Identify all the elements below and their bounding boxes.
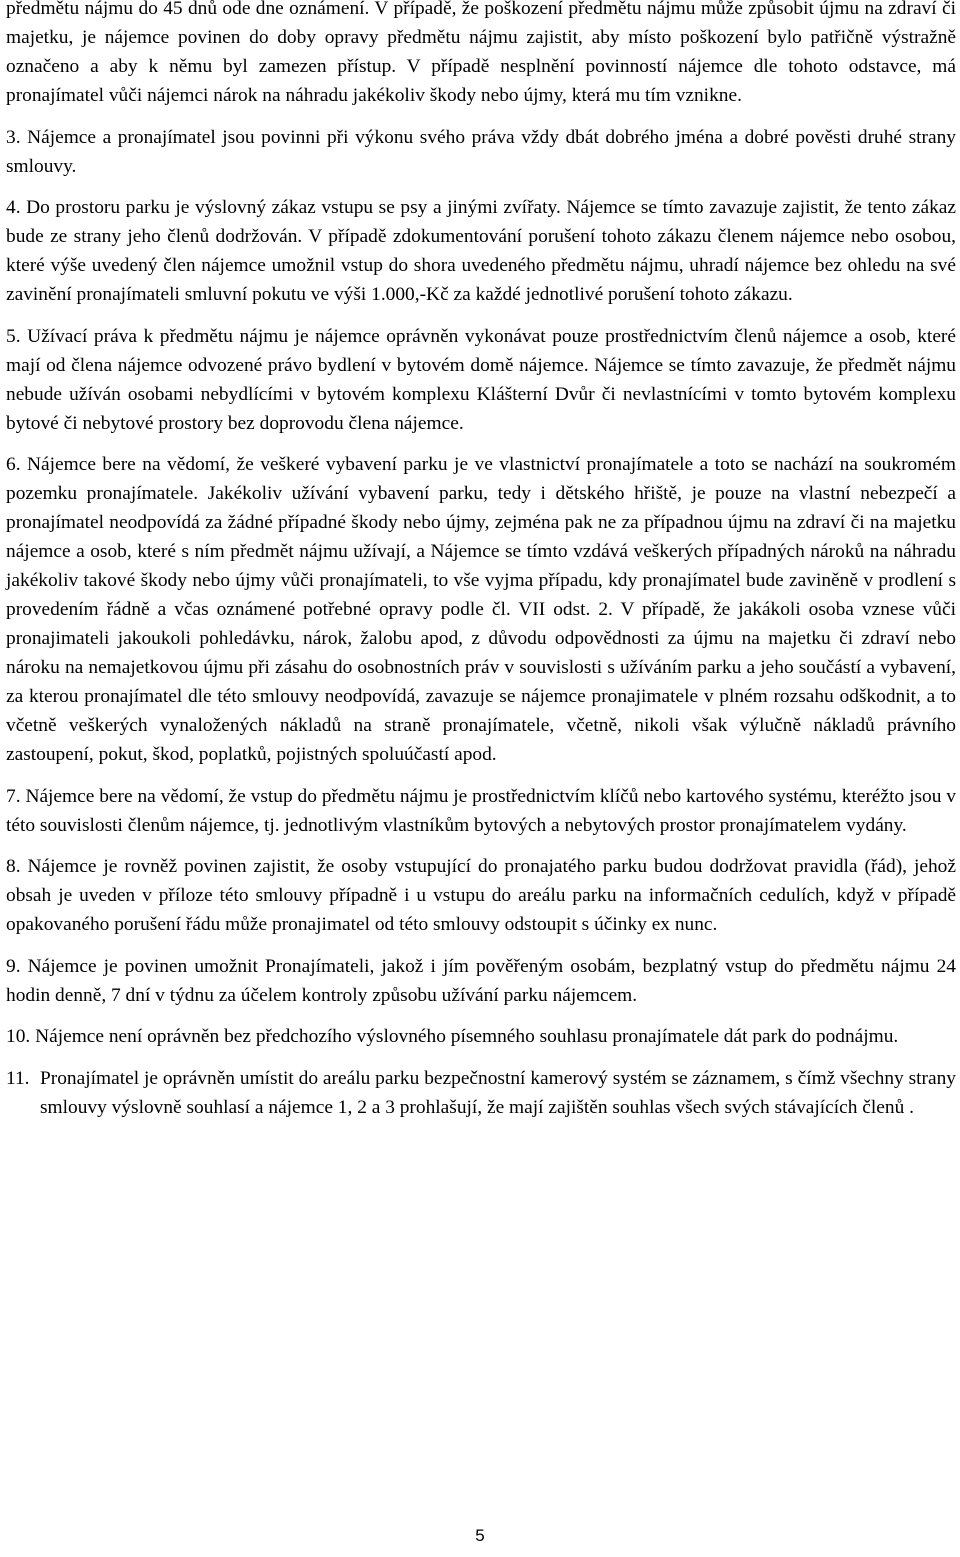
paragraph-text: Pronajímatel je oprávněn umístit do areálu parku bezpečnostní kamerový systém se záznamem, s čímž všechny strany smlouvy výslovně souhlasí a nájemce 1, 2 a 3 prohlašují, že mají zajištěn souhlas všech svých stávajících členů . [40,1067,956,1118]
paragraph-text: předmětu nájmu do 45 dnů ode dne oznámení. V případě, že poškození předmětu nájmu může způsobit újmu na zdraví či majetku, je nájemce povinen do doby opravy předmětu nájmu zajistit, aby místo poškození bylo patřičně výstražně označeno a aby k němu byl zamezen přístup. V případě nesplnění povinností nájemce dle tohoto odstavce, má pronajímatel vůči nájemci nárok na náhradu jakékoliv škody nebo újmy, která mu tím vznikne. [6,0,956,106]
paragraph-number: 10. [6,1026,31,1047]
paragraph-text: Nájemce a pronajímatel jsou povinni při výkonu svého práva vždy dbát dobrého jména a dobré pověsti druhé strany smlouvy. [6,126,956,177]
page-number: 5 [475,1526,485,1545]
paragraph-text: Do prostoru parku je výslovný zákaz vstupu se psy a jinými zvířaty. Nájemce se tímto zavazuje zajistit, že tento zákaz bude ze strany jeho členů dodržován. V případě zdokumentování porušení tohoto zákazu členem nájemce nebo osobou, které výše uvedený člen nájemce umožnil vstup do shora uvedeného předmětu nájmu, uhradí nájemce bez ohledu na své zavinění pronajímateli smluvní pokutu ve výši 1.000,-Kč za každé jednotlivé porušení tohoto zákazu. [6,197,956,305]
paragraph-3 [6,123,956,181]
paragraph-number: 6. [6,454,21,475]
paragraph-4 [6,193,956,309]
paragraph-9 [6,952,956,1010]
paragraph-text: Nájemce je povinen umožnit Pronajímateli, jakož i jím pověřeným osobám, bezplatný vstup do předmětu nájmu 24 hodin denně, 7 dní v týdnu za účelem kontroly způsobu užívání parku nájemcem. [6,955,956,1006]
paragraph-8 [6,852,956,939]
paragraph-continuation [6,0,956,110]
paragraph-text: Nájemce bere na vědomí, že veškeré vybavení parku je ve vlastnictví pronajímatele a toto se nachází na soukromém pozemku pronajímatele. Jakékoliv užívání vybavení parku, tedy i dětského hřiště, je pouze na vlastní nebezpečí a pronajímatel neodpovídá za žádné případné škody nebo újmy, zejména pak ne za případnou újmu na zdraví či na majetku nájemce a osob, které s ním předmět nájmu užívají, a Nájemce se tímto vzdává veškerých případných nároků na náhradu jakékoliv takové škody nebo újmy vůči pronajímateli, to vše vyjma případu, kdy pronajímatel bude zaviněně v prodlení s provedením řádně a včas oznámené potřebné opravy podle čl. VII odst. 2. V případě, že jakákoli osoba vznese vůči pronajimateli jakoukoli pohledávku, nárok, žalobu apod, z důvodu odpovědnosti za újmu na majetku či zdraví nebo nároku na nemajetkovou újmu při zásahu do osobnostních práv v souvislosti s užíváním parku a jeho součástí a vybavení, za kterou pronajímatel dle této smlouvy neodpovídá, zavazuje se nájemce pronajimatele v plném rozsahu odškodnit, a to včetně veškerých vynaložených nákladů na straně pronajímatele, včetně, nikoli však výlučně nákladů právního zastoupení, pokut, škod, poplatků, pojistných spoluúčastí apod. [6,454,956,765]
paragraph-text: Nájemce je rovněž povinen zajistit, že osoby vstupující do pronajatého parku budou dodržovat pravidla (řád), jehož obsah je uveden v příloze této smlouvy případně i u vstupu do areálu parku na informačních cedulích, když v případě opakovaného porušení řádu může pronajimatel od této smlouvy odstoupit s účinky ex nunc. [6,856,956,935]
paragraph-7 [6,782,956,840]
paragraph-number: 5. [6,325,21,347]
document-body [6,0,956,1122]
paragraph-number: 7. [6,785,21,807]
paragraph-number: 3. [6,126,21,148]
paragraph-10 [6,1022,956,1051]
paragraph-number: 11. [6,1067,30,1089]
paragraph-number: 4. [6,197,21,218]
paragraph-text: Nájemce není oprávněn bez předchozího výslovného písemného souhlasu pronajímatele dát park do podnájmu. [35,1026,899,1047]
paragraph-6 [6,450,956,769]
paragraph-number: 9. [6,955,21,977]
paragraph-text: Nájemce bere na vědomí, že vstup do předmětu nájmu je prostřednictvím klíčů nebo kartového systému, kteréžto jsou v této souvislosti členům nájemce, tj. jednotlivým vlastníkům bytových a nebytových prostor pronajímatelem vydány. [6,785,956,836]
paragraph-number: 8. [6,856,21,877]
paragraph-5 [6,322,956,438]
paragraph-11 [6,1064,956,1122]
paragraph-text: Užívací práva k předmětu nájmu je nájemce oprávněn vykonávat pouze prostřednictvím členů nájemce a osob, které mají od člena nájemce odvozené právo bydlení v bytovém domě nájemce. Nájemce se tímto zavazuje, že předmět nájmu nebude užíván osobami nebydlícími v bytovém komplexu Klášterní Dvůr či nevlastnícími v tomto bytovém komplexu bytové či nebytové prostory bez doprovodu člena nájemce. [6,325,956,434]
